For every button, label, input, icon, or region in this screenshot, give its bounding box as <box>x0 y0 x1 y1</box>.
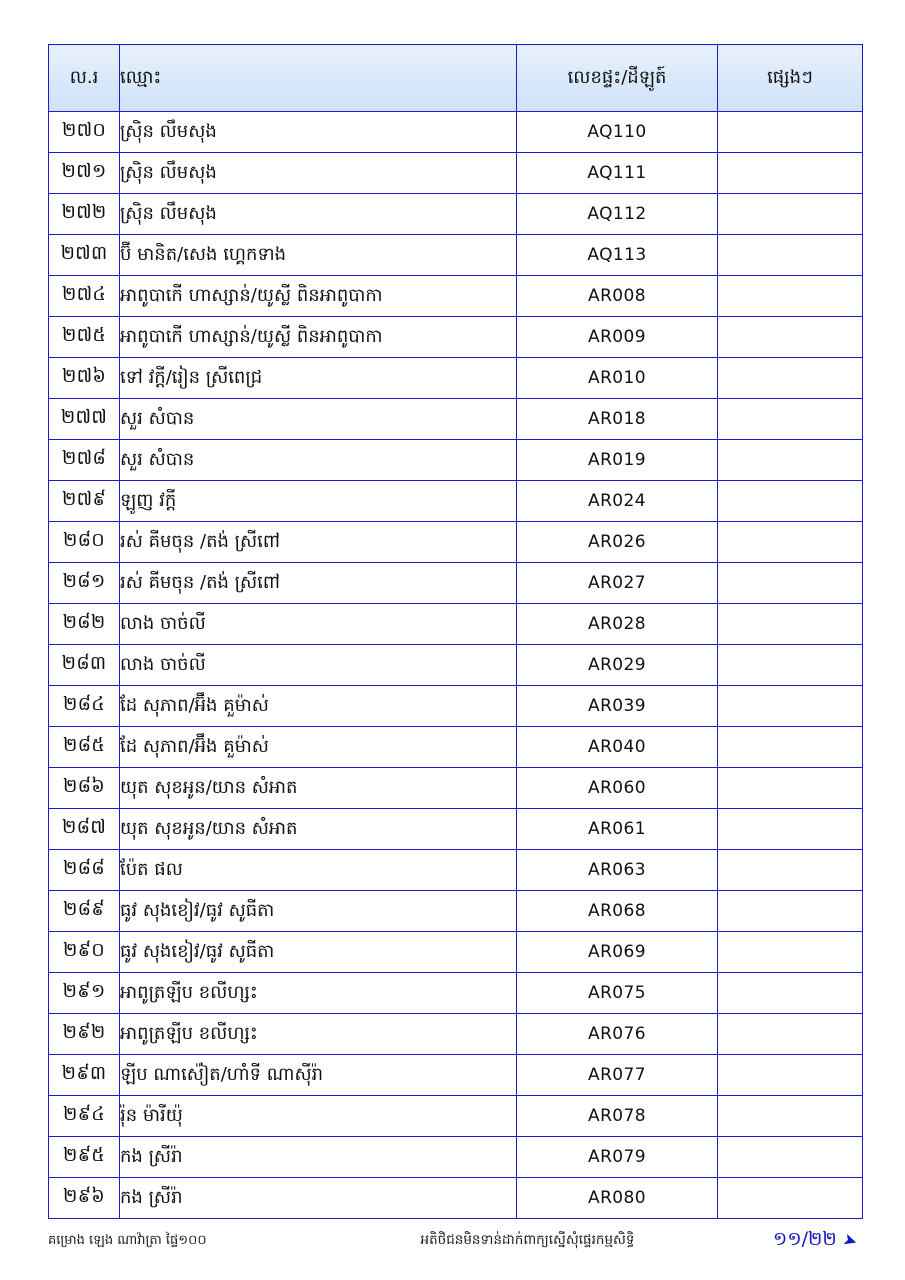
cell-note <box>718 932 863 973</box>
cell-note <box>718 112 863 153</box>
cell-note <box>718 850 863 891</box>
cell-note <box>718 891 863 932</box>
cell-note <box>718 768 863 809</box>
cell-no: ២៨៦ <box>49 768 120 809</box>
table-row <box>49 399 863 440</box>
cell-note <box>718 1137 863 1178</box>
table-row <box>49 563 863 604</box>
cell-code: AR076 <box>517 1014 718 1055</box>
header-note: ផ្សេងៗ <box>718 45 863 112</box>
table-row <box>49 891 863 932</box>
table-row <box>49 686 863 727</box>
table-row <box>49 850 863 891</box>
table-row <box>49 604 863 645</box>
cell-name: ធូវ សុងខៀវ/ធូវ សូធីតា <box>120 891 517 932</box>
cell-note <box>718 399 863 440</box>
cell-code: AR029 <box>517 645 718 686</box>
cell-note <box>718 686 863 727</box>
cell-name: ធូវ សុងខៀវ/ធូវ សូធីតា <box>120 932 517 973</box>
cell-name: ដែ សុភាព/អ៊ឹង គួម៉ាស់ <box>120 727 517 768</box>
cell-no: ២៩៥ <box>49 1137 120 1178</box>
cell-no: ២៧៦ <box>49 358 120 399</box>
cell-no: ២៧១ <box>49 153 120 194</box>
footer-page-number <box>707 1227 860 1255</box>
cell-code: AR008 <box>517 276 718 317</box>
cell-code: AR061 <box>517 809 718 850</box>
cell-code: AR060 <box>517 768 718 809</box>
cell-name: អាពូត្រឡីប ខលីហ្សះ <box>120 973 517 1014</box>
cell-no: ២៩១ <box>49 973 120 1014</box>
cell-name: រស់ គីមចុន /តង់ ស្រីពៅ <box>120 563 517 604</box>
cell-note <box>718 973 863 1014</box>
cell-note <box>718 809 863 850</box>
cell-note <box>718 645 863 686</box>
cell-name: ទៅ វក្តី/រៀន ស្រីពេជ្រ <box>120 358 517 399</box>
cell-no: ២៩០ <box>49 932 120 973</box>
table-row <box>49 440 863 481</box>
cell-code: AR063 <box>517 850 718 891</box>
cell-note <box>718 1178 863 1219</box>
cell-no: ២៩២ <box>49 1014 120 1055</box>
cell-code: AR069 <box>517 932 718 973</box>
cell-note <box>718 563 863 604</box>
cell-note <box>718 727 863 768</box>
cell-code: AR078 <box>517 1096 718 1137</box>
table-row <box>49 194 863 235</box>
table-row <box>49 1096 863 1137</box>
cell-name: ប៉ែត ផល <box>120 850 517 891</box>
cell-name: ដែ សុភាព/អ៊ឹង គួម៉ាស់ <box>120 686 517 727</box>
cell-name: យុត សុខអូន/យាន សំអាត <box>120 768 517 809</box>
table-row <box>49 1055 863 1096</box>
cell-note <box>718 440 863 481</box>
cell-note <box>718 1055 863 1096</box>
page-footer <box>48 1228 860 1254</box>
table-row <box>49 317 863 358</box>
cell-no: ២៨៣ <box>49 645 120 686</box>
table-row <box>49 1178 863 1219</box>
footer-project-label: គម្រោង ឡេង ណាវ៉ាត្រា ផ្ទៃ១០០ <box>48 1232 207 1248</box>
cell-code: AR075 <box>517 973 718 1014</box>
cell-name: សួរ សំបាន <box>120 440 517 481</box>
cell-code: AR027 <box>517 563 718 604</box>
cell-code: AR068 <box>517 891 718 932</box>
cell-no: ២៨៩ <box>49 891 120 932</box>
cell-code: AR079 <box>517 1137 718 1178</box>
table-row <box>49 235 863 276</box>
cell-no: ២៨៥ <box>49 727 120 768</box>
header-no: ល.រ <box>49 45 120 112</box>
cell-code: AR018 <box>517 399 718 440</box>
table-row <box>49 1137 863 1178</box>
cell-no: ២៨៨ <box>49 850 120 891</box>
cell-name: ស្រ៊ិន លឹមសុង <box>120 194 517 235</box>
cell-code: AR077 <box>517 1055 718 1096</box>
header-code: លេខផ្ទះ/ដីឡូត៍ <box>517 45 718 112</box>
cell-note <box>718 1096 863 1137</box>
cell-name: លាង ចាច់លី <box>120 604 517 645</box>
cell-code: AR040 <box>517 727 718 768</box>
cell-no: ២៨២ <box>49 604 120 645</box>
table-row <box>49 973 863 1014</box>
registry-table <box>48 44 863 1219</box>
table-row <box>49 276 863 317</box>
cell-note <box>718 481 863 522</box>
cell-name: ឡូញ វក្តី <box>120 481 517 522</box>
table-row <box>49 727 863 768</box>
footer-title: អតិថិជនមិនទាន់ដាក់ពាក្យស្នើសុំផ្ទេរកម្មសិទ្ធិ <box>420 1232 635 1248</box>
header-name: ឈ្មោះ <box>120 45 517 112</box>
cell-code: AR019 <box>517 440 718 481</box>
cell-no: ២៧៣ <box>49 235 120 276</box>
cell-no: ២៧៨ <box>49 440 120 481</box>
cell-no: ២៩៦ <box>49 1178 120 1219</box>
cell-name: ស្រ៊ិន លឹមសុង <box>120 153 517 194</box>
cell-name: កង ស្រីរ៉ា <box>120 1178 517 1219</box>
table-header <box>49 45 863 112</box>
cell-code: AR010 <box>517 358 718 399</box>
cell-name: ប៊ី មានិត/សេង ហ្គេកទាង <box>120 235 517 276</box>
table-row <box>49 1014 863 1055</box>
table-row <box>49 358 863 399</box>
table-row <box>49 645 863 686</box>
cell-no: ២៧៧ <box>49 399 120 440</box>
cell-name: លាង ចាច់លី <box>120 645 517 686</box>
cell-note <box>718 522 863 563</box>
cell-code: AR026 <box>517 522 718 563</box>
cell-code: AQ113 <box>517 235 718 276</box>
cell-code: AR080 <box>517 1178 718 1219</box>
cell-code: AQ112 <box>517 194 718 235</box>
table-row <box>49 809 863 850</box>
cell-name: អាពូបាកេី ហាស្សាន់/យូស្លី ពិនអាពូបាកា <box>120 276 517 317</box>
cell-no: ២៧៥ <box>49 317 120 358</box>
table-row <box>49 153 863 194</box>
table-header-row <box>49 45 863 112</box>
cell-no: ២៧០ <box>49 112 120 153</box>
cell-code: AQ111 <box>517 153 718 194</box>
cell-note <box>718 1014 863 1055</box>
cell-no: ២៨៤ <box>49 686 120 727</box>
page-number-text: ១១/២២ <box>772 1228 837 1250</box>
cell-note <box>718 317 863 358</box>
cell-no: ២៨៧ <box>49 809 120 850</box>
cell-note <box>718 604 863 645</box>
cell-note <box>718 358 863 399</box>
cell-no: ២៧៤ <box>49 276 120 317</box>
cell-name: ស្រ៊ិន លឹមសុង <box>120 112 517 153</box>
cell-name: អាពូត្រឡីប ខលីហ្សះ <box>120 1014 517 1055</box>
cell-code: AR024 <box>517 481 718 522</box>
cell-name: អាពូបាកេី ហាស្សាន់/យូស្លី ពិនអាពូបាកា <box>120 317 517 358</box>
cell-name: យុត សុខអូន/យាន សំអាត <box>120 809 517 850</box>
cell-no: ២៩៣ <box>49 1055 120 1096</box>
cell-note <box>718 235 863 276</box>
cell-name: កង ស្រីរ៉ា <box>120 1137 517 1178</box>
cell-code: AR039 <box>517 686 718 727</box>
cell-name: រស់ គីមចុន /តង់ ស្រីពៅ <box>120 522 517 563</box>
table-row <box>49 522 863 563</box>
table-row <box>49 481 863 522</box>
cell-no: ២៧៩ <box>49 481 120 522</box>
table-row <box>49 112 863 153</box>
arrow-mark-icon: ➤ <box>840 1229 860 1253</box>
cell-no: ២៧២ <box>49 194 120 235</box>
cell-note <box>718 194 863 235</box>
cell-name: រ៉ុន ម៉ារីយ៉ុ <box>120 1096 517 1137</box>
cell-no: ២៩៤ <box>49 1096 120 1137</box>
cell-note <box>718 153 863 194</box>
table-body <box>49 112 863 1219</box>
cell-name: សួរ សំបាន <box>120 399 517 440</box>
cell-code: AR028 <box>517 604 718 645</box>
cell-no: ២៨០ <box>49 522 120 563</box>
cell-code: AR009 <box>517 317 718 358</box>
cell-name: ឡីប ណាស៉ៀត/ហាំទី ណាស៊ីរ៉ា <box>120 1055 517 1096</box>
cell-no: ២៨១ <box>49 563 120 604</box>
cell-code: AQ110 <box>517 112 718 153</box>
cell-note <box>718 276 863 317</box>
table-row <box>49 768 863 809</box>
table-row <box>49 932 863 973</box>
